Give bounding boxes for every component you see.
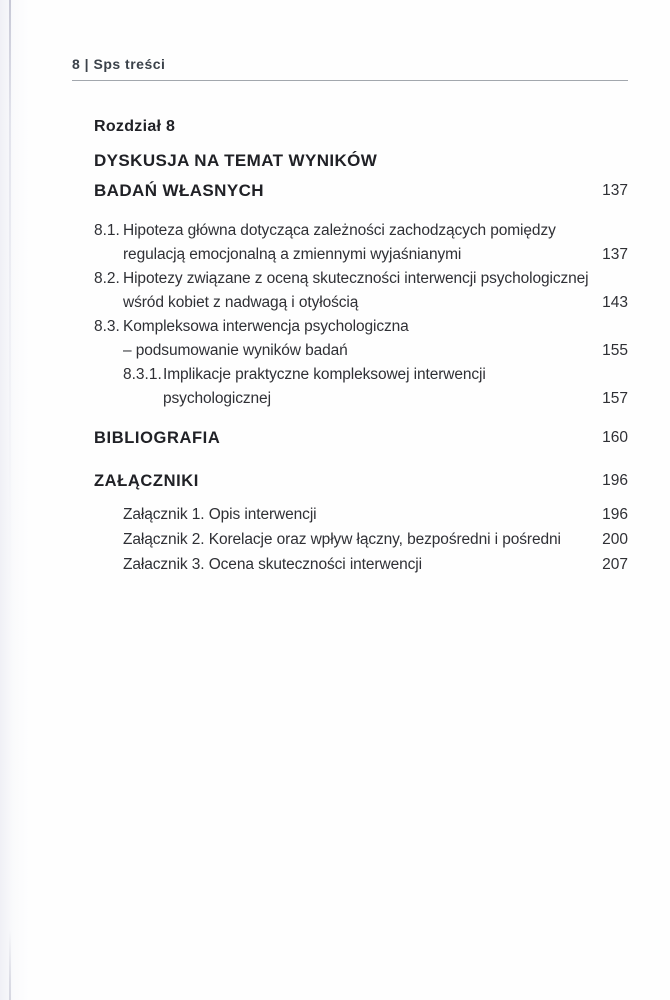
entry-text (123, 315, 409, 363)
running-header: 8 | Sps treści (72, 56, 166, 72)
appendix-label: Załącznik 1. Opis interwencji (123, 506, 317, 523)
chapter-title-line1: DYSKUSJA NA TEMAT WYNIKÓW (94, 151, 378, 170)
entry-line1: Hipoteza główna dotycząca zależności zachodzących pomiędzy (123, 222, 556, 239)
appendix-item-1 (123, 502, 628, 527)
chapter-title (94, 146, 602, 206)
chapter-heading (94, 116, 628, 206)
section-bibliografia (94, 426, 628, 450)
entry-page-number: 137 (602, 246, 628, 263)
appendix-page-number: 207 (602, 556, 628, 573)
header-rule (72, 80, 628, 81)
entry-line1: Hipotezy związane z oceną skuteczności interwencji psychologicznej (123, 270, 589, 287)
section-label: BIBLIOGRAFIA (94, 429, 221, 447)
section-zalaczniki (94, 469, 628, 493)
book-page (72, 0, 628, 577)
chapter-title-line2: BADAŃ WŁASNYCH (94, 181, 264, 200)
entry-number: 8.1. (94, 222, 120, 239)
entry-number: 8.3. (94, 318, 120, 335)
entry-page-number: 155 (602, 342, 628, 359)
entry-text (123, 267, 589, 315)
scan-edge-shadow (0, 0, 30, 1000)
table-of-contents (72, 116, 628, 577)
section-page-number: 196 (602, 472, 628, 489)
chapter-kicker: Rozdział 8 (94, 118, 176, 135)
entry-line2: – podsumowanie wyników badań (123, 342, 348, 359)
section-page-number: 160 (602, 429, 628, 446)
entry-number: 8.3.1. (123, 366, 162, 383)
appendix-label: Załacznik 3. Ocena skuteczności interwencji (123, 556, 422, 573)
appendix-item-3 (123, 552, 628, 577)
entry-line2: wśród kobiet z nadwagą i otyłością (123, 294, 359, 311)
toc-entry-8-1 (94, 219, 628, 267)
entry-text (163, 363, 486, 411)
section-label: ZAŁĄCZNIKI (94, 472, 199, 490)
toc-entries (94, 219, 628, 411)
appendix-page-number: 196 (602, 506, 628, 523)
toc-entry-8-3 (94, 315, 628, 363)
entry-page-number: 143 (602, 294, 628, 311)
entry-page-number: 157 (602, 390, 628, 407)
entry-number: 8.2. (94, 270, 120, 287)
entry-line1: Implikacje praktyczne kompleksowej interwencji (163, 366, 486, 383)
appendix-list (94, 502, 628, 577)
entry-line2: regulacją emocjonalną a zmiennymi wyjaśnianymi (123, 246, 462, 263)
entry-line1: Kompleksowa interwencja psychologiczna (123, 318, 409, 335)
toc-entry-8-3-1 (123, 363, 628, 411)
appendix-label: Załącznik 2. Korelacje oraz wpływ łączny, bezpośredni i pośredni (123, 531, 561, 548)
entry-line2: psychologicznej (163, 390, 271, 407)
appendix-item-2 (123, 527, 628, 552)
toc-entry-8-2 (94, 267, 628, 315)
entry-text (123, 219, 556, 267)
appendix-page-number: 200 (602, 531, 628, 548)
chapter-title-row (94, 146, 628, 206)
chapter-page-number: 137 (602, 182, 628, 199)
